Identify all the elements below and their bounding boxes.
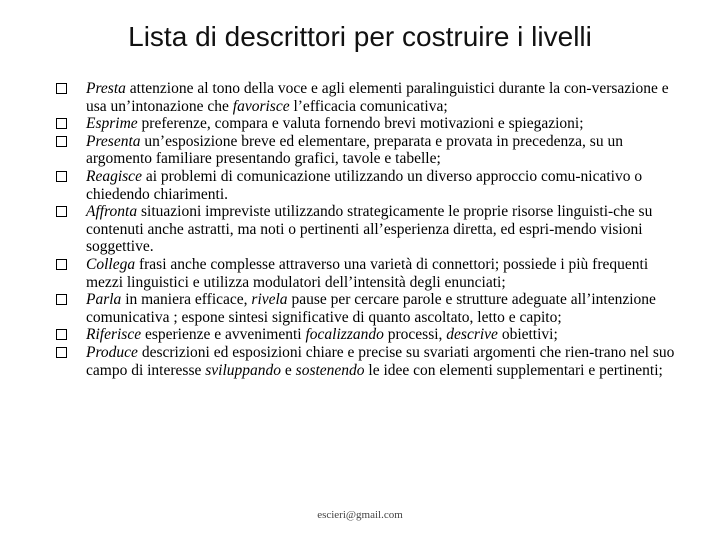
- descriptor-text: un’esposizione breve ed elementare, preparata e provata in precedenza, su un argomento familiare presentando grafici, tavole e tabelle;: [86, 132, 623, 168]
- descriptor-text: obiettivi;: [497, 326, 558, 344]
- square-bullet-icon: [56, 347, 67, 358]
- descriptor-verb: Reagisce: [86, 167, 142, 185]
- descriptor-verb: Affronta: [86, 203, 138, 221]
- descriptor-verb: Parla: [86, 291, 122, 309]
- list-item: [56, 168, 678, 203]
- descriptor-verb: Esprime: [86, 115, 138, 133]
- descriptor-text: le idee con elementi supplementari e pertinenti;: [364, 361, 663, 379]
- descriptor-verb: Presenta: [86, 132, 141, 150]
- descriptor-text: in maniera efficace,: [121, 291, 252, 309]
- descriptor-text: preferenze, compara e valuta fornendo brevi motivazioni e spiegazioni;: [137, 115, 584, 133]
- descriptor-verb: Riferisce: [86, 326, 142, 344]
- descriptor-verb: favorisce: [232, 97, 290, 115]
- list-item: [56, 256, 678, 291]
- slide-title: Lista di descrittori per costruire i livelli: [128, 21, 592, 52]
- list-item: [56, 80, 678, 115]
- descriptor-verb: rivela: [251, 291, 288, 309]
- descriptor-text: pause per cercare parole e strutture adeguate all’intenzione comunicativa ; espone sintesi significative di quanto ascoltato, letto e capito;: [86, 291, 656, 326]
- descriptor-verb: Produce: [86, 343, 138, 361]
- descriptor-text: descrizioni ed esposizioni chiare e precise su svariati argomenti che rien-trano nel suo campo di interesse: [86, 343, 675, 379]
- list-item: [56, 291, 678, 326]
- list-item: [56, 115, 678, 133]
- descriptor-text: frasi anche complesse attraverso una varietà di connettori; possiede i più frequenti mezzi linguistici e utilizza modulatori dell’intensità degli enunciati;: [86, 255, 649, 291]
- square-bullet-icon: [56, 329, 67, 340]
- list-item: [56, 326, 678, 344]
- square-bullet-icon: [56, 83, 67, 94]
- descriptor-verb: Collega: [86, 255, 136, 273]
- list-item: [56, 133, 678, 168]
- square-bullet-icon: [56, 206, 67, 217]
- descriptor-verb: sostenendo: [295, 361, 365, 379]
- descriptor-list: [56, 80, 678, 379]
- square-bullet-icon: [56, 259, 67, 270]
- list-item: [56, 203, 678, 256]
- descriptor-text: processi,: [383, 326, 447, 344]
- descriptor-text: ai problemi di comunicazione utilizzando un diverso approccio comu-nicativo o chiedendo chiarimenti.: [86, 167, 643, 203]
- square-bullet-icon: [56, 136, 67, 147]
- descriptor-verb: Presta: [86, 80, 126, 97]
- square-bullet-icon: [56, 294, 67, 305]
- descriptor-text: situazioni impreviste utilizzando strategicamente le proprie risorse linguisti-che su contenuti anche astratti, ma noti o pertinenti all’esperienza diretta, ed espri-mendo visioni soggettive.: [86, 203, 653, 256]
- descriptor-text: l’efficacia comunicativa;: [289, 97, 448, 115]
- square-bullet-icon: [56, 118, 67, 129]
- footer-email: escieri@gmail.com: [317, 509, 403, 521]
- descriptor-verb: focalizzando: [305, 326, 384, 344]
- square-bullet-icon: [56, 171, 67, 182]
- descriptor-text: e: [281, 361, 296, 379]
- descriptor-verb: descrive: [446, 326, 498, 344]
- descriptor-text: esperienze e avvenimenti: [141, 326, 306, 344]
- descriptor-verb: sviluppando: [205, 361, 282, 379]
- descriptor-text: attenzione al tono della voce e agli elementi paralinguistici durante la con-versazione e usa un’intonazione che: [86, 80, 669, 115]
- list-item: [56, 344, 678, 379]
